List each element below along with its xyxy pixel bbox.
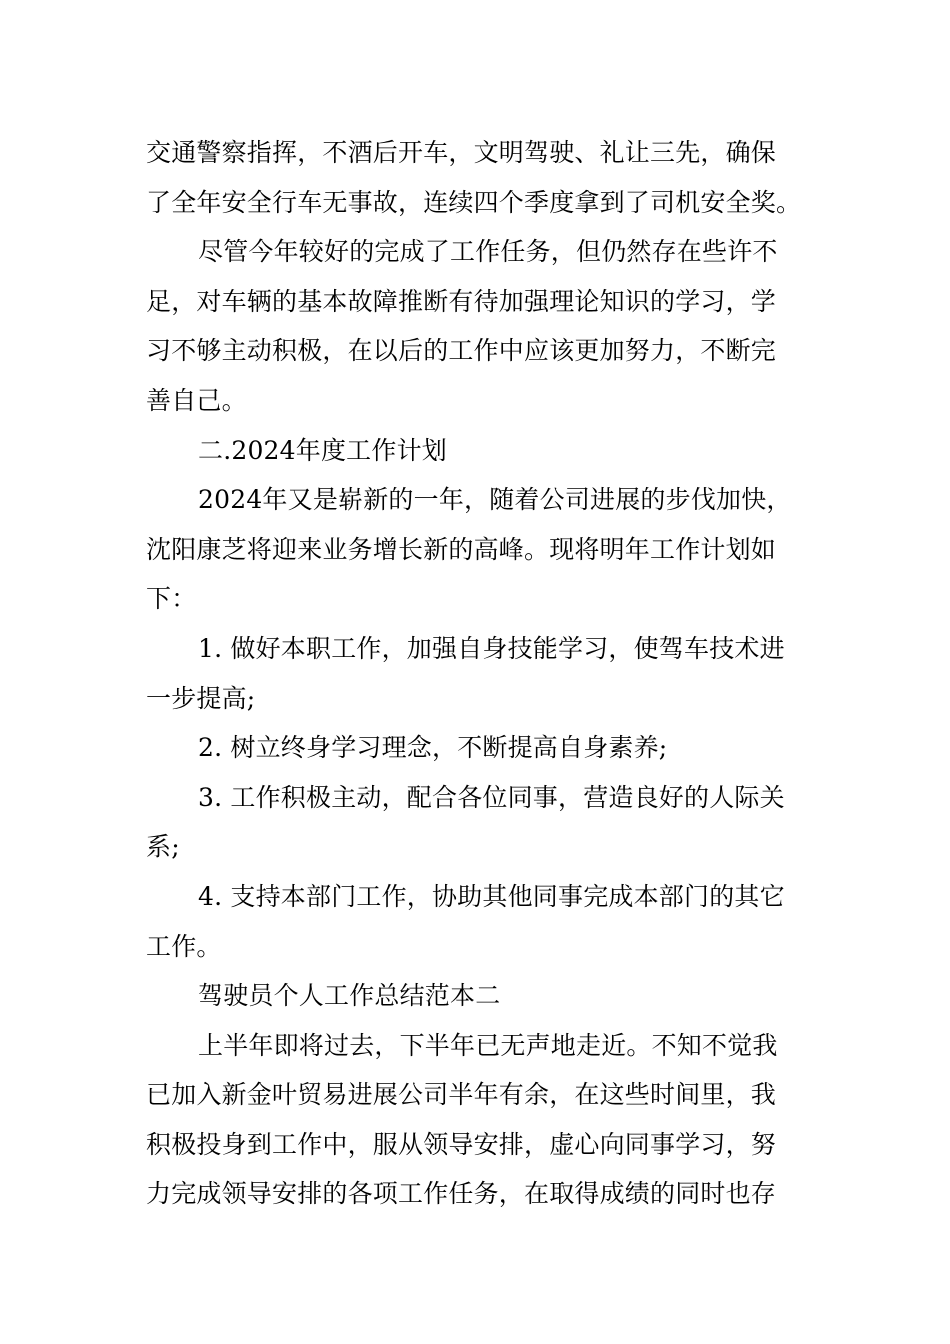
- text-line: 积极投身到工作中，服从领导安排，虚心向同事学习，努: [146, 1129, 777, 1159]
- text-line: 力完成领导安排的各项工作任务，在取得成绩的同时也存: [146, 1179, 777, 1209]
- list-item: 1. 做好本职工作，加强自身技能学习，使驾车技术进: [198, 633, 785, 663]
- section-heading: 驾驶员个人工作总结范本二: [198, 981, 501, 1011]
- text-line: 已加入新金叶贸易进展公司半年有余，在这些时间里，我: [146, 1080, 777, 1110]
- list-item: 2. 树立终身学习理念，不断提高自身素养;: [198, 733, 668, 763]
- paragraph-start: 尽管今年较好的完成了工作任务，但仍然存在些许不: [198, 237, 778, 267]
- list-item: 3. 工作积极主动，配合各位同事，营造良好的人际关: [198, 782, 785, 812]
- section-heading: 二.2024年度工作计划: [198, 435, 447, 465]
- text-line: 下：: [146, 584, 197, 614]
- list-item: 4. 支持本部门工作，协助其他同事完成本部门的其它: [198, 881, 785, 911]
- text-line: 系;: [146, 832, 180, 862]
- paragraph-start: 上半年即将过去，下半年已无声地走近。不知不觉我: [198, 1030, 778, 1060]
- text-line: 一步提高;: [146, 683, 256, 713]
- text-line: 了全年安全行车无事故，连续四个季度拿到了司机安全奖。: [146, 187, 802, 217]
- text-line: 习不够主动积极，在以后的工作中应该更加努力，不断完: [146, 336, 777, 366]
- text-line: 足，对车辆的基本故障推断有待加强理论知识的学习，学: [146, 286, 777, 316]
- text-line: 工作。: [146, 931, 222, 961]
- text-line: 沈阳康芝将迎来业务增长新的高峰。现将明年工作计划如: [146, 534, 777, 564]
- document-body: [146, 128, 806, 1219]
- paragraph-start: 2024年又是崭新的一年，随着公司进展的步伐加快，: [198, 485, 792, 515]
- text-line: 交通警察指挥，不酒后开车，文明驾驶、礼让三先，确保: [146, 138, 777, 167]
- text-line: 善自己。: [146, 385, 247, 415]
